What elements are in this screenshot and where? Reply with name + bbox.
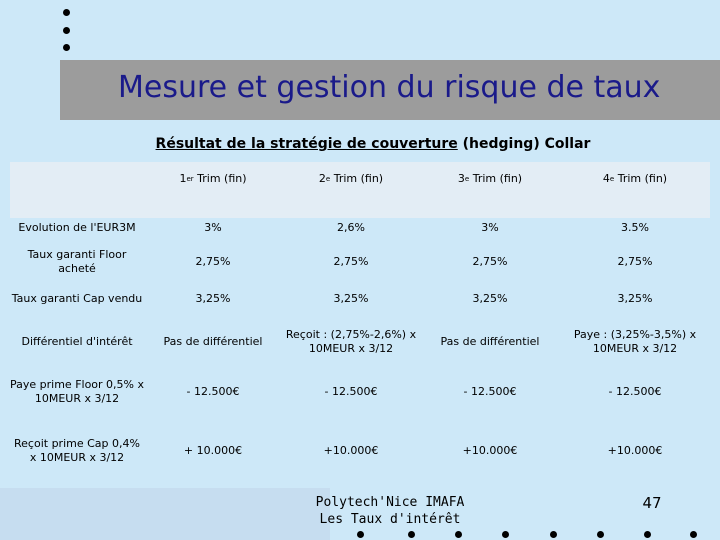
table-cell: 2,6% (337, 221, 365, 234)
table-cell: 3% (204, 221, 222, 234)
table-cell: 2,75% (195, 255, 231, 268)
table-cell: 3,25% (195, 292, 231, 305)
decorative-dot (550, 531, 557, 538)
row-label: Taux garanti Cap vendu (11, 292, 143, 305)
decorative-dot (357, 531, 364, 538)
table-cell: 3% (481, 221, 499, 234)
column-header: 2 e Trim (fin) (318, 172, 384, 185)
footer-school: Polytech'Nice IMAFA (315, 495, 465, 510)
decorative-dot (63, 44, 70, 51)
table-cell: 3,25% (617, 292, 653, 305)
decorative-dot (63, 27, 70, 34)
table-cell: Paye : (3,25%-3,5%) x 10MEUR x 3/12 (573, 328, 697, 355)
decorative-dot (690, 531, 697, 538)
row-label: Reçoit prime Cap 0,4% x 10MEUR x 3/12 (14, 437, 140, 464)
table-cell: 3,25% (472, 292, 508, 305)
table-cell: 3.5% (621, 221, 649, 234)
table-cell: 3,25% (333, 292, 369, 305)
decorative-dot (408, 531, 415, 538)
row-label: Différentiel d'intérêt (21, 335, 133, 348)
column-header: 4 e Trim (fin) (602, 172, 668, 185)
table-cell: - 12.500€ (186, 385, 240, 398)
row-label: Taux garanti Floor acheté (27, 248, 127, 275)
table-cell: Pas de différentiel (440, 335, 540, 348)
table-cell: Reçoit : (2,75%-2,6%) x 10MEUR x 3/12 (285, 328, 417, 355)
table-cell: + 10.000€ (183, 444, 243, 457)
table-cell: Pas de différentiel (163, 335, 263, 348)
decorative-dot (502, 531, 509, 538)
page-title: Mesure et gestion du risque de taux (118, 70, 661, 105)
decorative-dot (455, 531, 462, 538)
row-label: Paye prime Floor 0,5% x 10MEUR x 3/12 (10, 378, 145, 405)
decorative-dot (63, 9, 70, 16)
decorative-dot (644, 531, 651, 538)
footer-course: Les Taux d'intérêt (319, 512, 461, 527)
table-cell: 2,75% (617, 255, 653, 268)
caption-rest: (hedging) Collar (462, 136, 591, 152)
table-cell: - 12.500€ (608, 385, 662, 398)
table-cell: - 12.500€ (463, 385, 517, 398)
table-cell: +10.000€ (607, 444, 663, 457)
footer (290, 494, 490, 528)
column-header: 1 er Trim (fin) (179, 172, 247, 185)
row-label: Evolution de l'EUR3M (18, 221, 136, 234)
table-cell: +10.000€ (462, 444, 518, 457)
caption-underlined: Résultat de la stratégie de couverture (155, 136, 458, 152)
table-cell: - 12.500€ (324, 385, 378, 398)
table-cell: 2,75% (472, 255, 508, 268)
page-number: 47 (642, 494, 662, 512)
table-caption (0, 136, 720, 152)
decorative-dot (597, 531, 604, 538)
table-cell: 2,75% (333, 255, 369, 268)
table-cell: +10.000€ (323, 444, 379, 457)
column-header: 3 e Trim (fin) (457, 172, 523, 185)
footer-box (0, 488, 330, 540)
